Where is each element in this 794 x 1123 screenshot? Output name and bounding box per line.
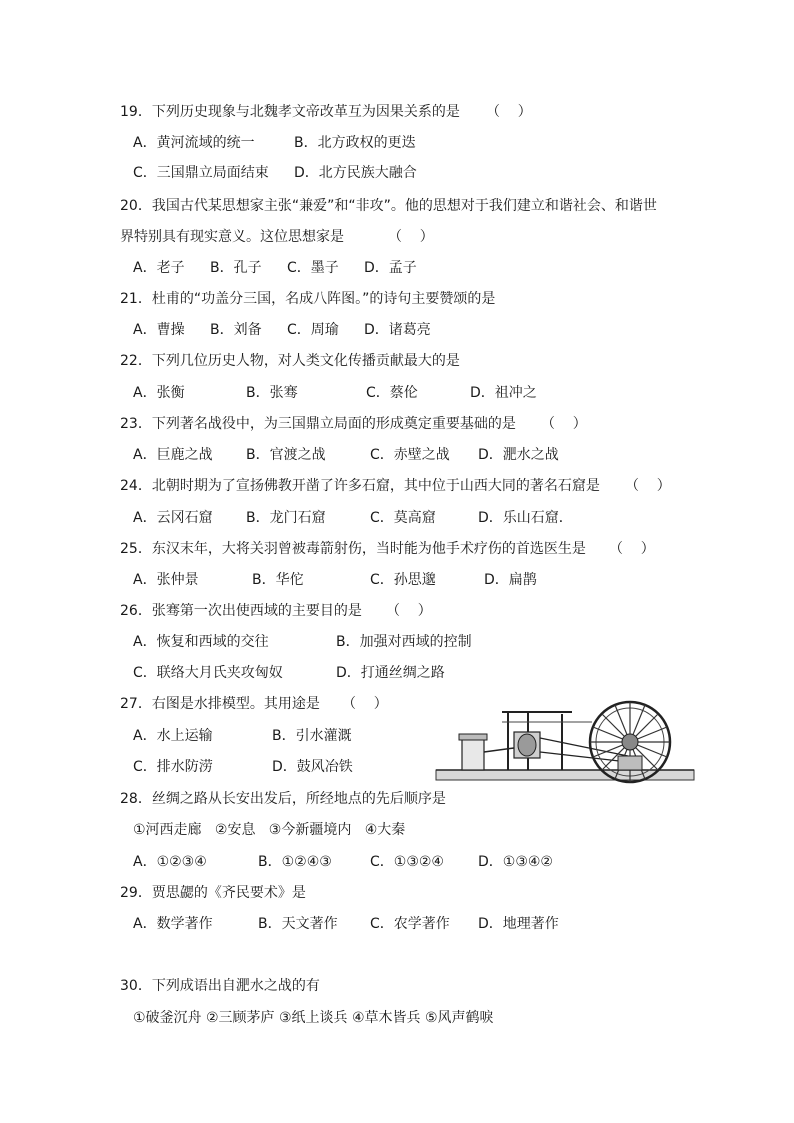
question-21-option-c: C．周瑜: [287, 322, 339, 338]
question-19-option-a: A．黄河流域的统一: [133, 135, 255, 151]
question-23-option-a: A．巨鹿之战: [133, 447, 213, 463]
question-19-option-c: C．三国鼎立局面结束: [133, 165, 269, 181]
question-30-stem: 30．下列成语出自淝水之战的有: [120, 978, 320, 994]
question-29-stem: 29．贾思勰的《齐民要术》是: [120, 885, 306, 901]
question-28-items: ①河西走廊 ②安息 ③今新疆境内 ④大秦: [133, 822, 406, 838]
question-25-answer-paren: （ ）: [609, 541, 655, 557]
question-20-stem: 20．我国古代某思想家主张“兼爱”和“非攻”。他的思想对于我们建立和谐社会、和谐世: [120, 198, 657, 214]
question-28-option-d: D．①③④②: [478, 854, 553, 870]
question-21-option-b: B．刘备: [210, 322, 262, 338]
water-bellows-illustration: [432, 700, 698, 786]
question-26-answer-paren: （ ）: [386, 603, 432, 619]
question-25-option-d: D．扁鹊: [484, 572, 537, 588]
question-27-option-a: A．水上运输: [133, 728, 213, 744]
question-27-option-d: D．鼓风冶铁: [272, 759, 353, 775]
question-26-option-c: C．联络大月氏夹攻匈奴: [133, 665, 283, 681]
question-19-option-b: B．北方政权的更迭: [294, 135, 416, 151]
question-24-option-c: C．莫高窟: [370, 510, 436, 526]
question-26-stem: 26．张骞第一次出使西域的主要目的是: [120, 603, 362, 619]
question-24-stem: 24．北朝时期为了宣扬佛教开凿了许多石窟，其中位于山西大同的著名石窟是: [120, 478, 600, 494]
question-26-option-d: D．打通丝绸之路: [336, 665, 445, 681]
question-22-option-a: A．张衡: [133, 385, 185, 401]
question-20-option-a: A．老子: [133, 260, 185, 276]
question-21-option-d: D．诸葛亮: [364, 322, 431, 338]
question-20-answer-paren: （ ）: [388, 229, 434, 245]
question-30-items: ①破釜沉舟 ②三顾茅庐 ③纸上谈兵 ④草木皆兵 ⑤风声鹤唳: [133, 1010, 494, 1026]
question-22-option-b: B．张骞: [246, 385, 298, 401]
question-28-stem: 28．丝绸之路从长安出发后，所经地点的先后顺序是: [120, 791, 446, 807]
question-23-answer-paren: （ ）: [541, 416, 587, 432]
question-20-option-d: D．孟子: [364, 260, 417, 276]
question-27-answer-paren: （ ）: [342, 696, 388, 712]
question-29-option-c: C．农学著作: [370, 916, 450, 932]
question-25-stem: 25．东汉末年，大将关羽曾被毒箭射伤，当时能为他手术疗伤的首选医生是: [120, 541, 586, 557]
question-24-option-d: D．乐山石窟．: [478, 510, 573, 526]
question-20-option-c: C．墨子: [287, 260, 339, 276]
question-20-stem-cont: 界特别具有现实意义。这位思想家是: [120, 229, 344, 245]
question-27-option-c: C．排水防涝: [133, 759, 213, 775]
question-29-option-b: B．天文著作: [258, 916, 338, 932]
question-29-option-a: A．数学著作: [133, 916, 213, 932]
question-23-stem: 23．下列著名战役中，为三国鼎立局面的形成奠定重要基础的是: [120, 416, 516, 432]
question-19-answer-paren: （ ）: [486, 104, 532, 120]
question-27-stem: 27．右图是水排模型。其用途是: [120, 696, 320, 712]
question-28-option-c: C．①③②④: [370, 854, 444, 870]
question-24-option-b: B．龙门石窟: [246, 510, 326, 526]
question-25-option-a: A．张仲景: [133, 572, 199, 588]
question-25-option-c: C．孙思邈: [370, 572, 436, 588]
question-22-option-c: C．蔡伦: [366, 385, 418, 401]
question-19-stem: 19．下列历史现象与北魏孝文帝改革互为因果关系的是: [120, 104, 460, 120]
question-21-stem: 21．杜甫的“功盖分三国，名成八阵图。”的诗句主要赞颂的是: [120, 291, 496, 307]
question-19-option-d: D．北方民族大融合: [294, 165, 417, 181]
question-26-option-a: A．恢复和西域的交往: [133, 634, 269, 650]
question-28-option-a: A．①②③④: [133, 854, 207, 870]
question-28-option-b: B．①②④③: [258, 854, 332, 870]
question-23-option-c: C．赤壁之战: [370, 447, 450, 463]
question-26-option-b: B．加强对西域的控制: [336, 634, 472, 650]
question-29-option-d: D．地理著作: [478, 916, 559, 932]
question-20-option-b: B．孔子: [210, 260, 262, 276]
question-23-option-b: B．官渡之战: [246, 447, 326, 463]
question-25-option-b: B．华佗: [252, 572, 304, 588]
question-21-option-a: A．曹操: [133, 322, 185, 338]
question-23-option-d: D．淝水之战: [478, 447, 559, 463]
question-24-answer-paren: （ ）: [625, 478, 671, 494]
question-22-stem: 22．下列几位历史人物，对人类文化传播贡献最大的是: [120, 353, 460, 369]
question-24-option-a: A．云冈石窟: [133, 510, 213, 526]
question-27-option-b: B．引水灌溉: [272, 728, 352, 744]
question-22-option-d: D．祖冲之: [470, 385, 537, 401]
